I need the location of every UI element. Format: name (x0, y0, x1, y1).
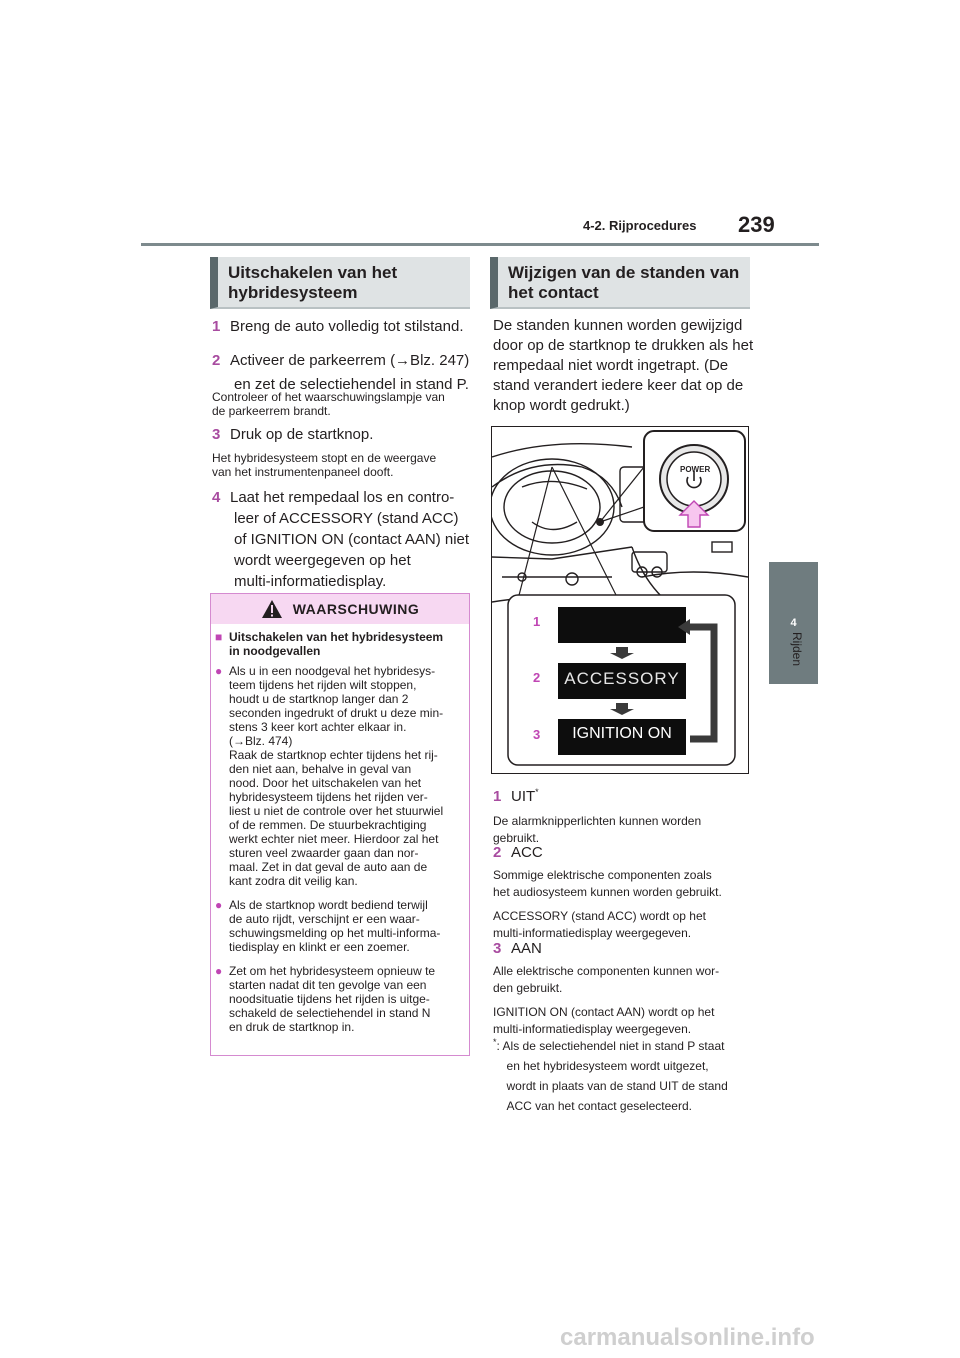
warning-title: WAARSCHUWING (292, 601, 420, 617)
dashboard-illustration (492, 427, 748, 773)
right-heading-line1: Wijzigen van de standen van (508, 263, 740, 282)
b1-line: houdt u de startknop langer dan 2 (229, 692, 409, 706)
b1-line: nood. Door het uitschakelen van het (229, 776, 422, 790)
b1-line: teem tijdens het rijden wilt stoppen, (229, 678, 417, 692)
i3note2-line: multi-informatiedisplay weergegeven. (493, 1022, 692, 1036)
note-1-line1: Controleer of het waarschuwingslampje van (212, 390, 445, 404)
warning-body (211, 624, 469, 1034)
warning-bullet-1 (215, 664, 461, 888)
step-2-line2: en zet de selectiehendel in stand P. (234, 376, 469, 393)
i1note-line: De alarmknipperlichten kunnen worden (493, 814, 702, 828)
item-3-label: AAN (511, 940, 542, 957)
b1-line: (→Blz. 474) (229, 734, 293, 748)
warning-bullet-2-text (229, 898, 440, 954)
step-4-line4: wordt weergegeven op het (234, 552, 411, 569)
i3note2-line: IGNITION ON (contact AAN) wordt op het (493, 1005, 715, 1019)
intro-line: knop wordt gedrukt.) (493, 397, 630, 414)
footnote-line: : Als de selectiehendel niet in stand P staat (496, 1039, 725, 1053)
note-2-line1: Het hybridesysteem stopt en de weergave (212, 451, 437, 465)
item-1-label: UIT (511, 788, 536, 805)
item-2-number: 2 (493, 844, 502, 861)
intro-text (493, 316, 755, 416)
footnote-line: en het hybridesysteem wordt uitgezet, (506, 1059, 709, 1073)
b2-line: de auto rijdt, verschijnt er een waar- (229, 912, 420, 926)
warning-header (211, 594, 469, 624)
circle-bullet-icon: ● (215, 664, 223, 678)
note-2 (212, 451, 474, 479)
step-4-line2: leer of ACCESSORY (stand ACC) (234, 510, 459, 527)
intro-line: door op de startknop te drukken als het (493, 337, 754, 354)
step-4-line3: of IGNITION ON (contact AAN) niet (234, 531, 470, 548)
section-title: 4-2. Rijprocedures (583, 218, 697, 233)
item-1 (493, 782, 755, 847)
warning-bullet-2 (215, 898, 461, 954)
i2note2-line: multi-informatiedisplay weergegeven. (493, 926, 692, 940)
b1-line: kant zodra dit veilig kan. (229, 874, 358, 888)
warning-sub-line1: Uitschakelen van het hybridesysteem (229, 630, 444, 644)
i2note2-line: ACCESSORY (stand ACC) wordt op het (493, 909, 706, 923)
b1-line: seconden ingedrukt of drukt u deze min- (229, 706, 444, 720)
intro-line: De standen kunnen worden gewijzigd (493, 317, 743, 334)
b3-line: Zet om het hybridesysteem opnieuw te (229, 964, 436, 978)
b2-line: Als de startknop wordt bediend terwijl (229, 898, 428, 912)
b2-line: tiedisplay en klinkt er een zoemer. (229, 940, 410, 954)
chapter-number: 4 (790, 617, 797, 629)
right-heading-line2: het contact (508, 283, 599, 302)
warning-bullet-1-text (229, 664, 443, 888)
step-4 (212, 487, 474, 592)
left-heading-line1: Uitschakelen van het (228, 263, 398, 282)
step-3-text: Druk op de startknop. (230, 426, 374, 443)
i2note-line: het audiosysteem kunnen worden gebruikt. (493, 885, 722, 899)
b2-line: schuwingsmelding op het multi-informa- (229, 926, 441, 940)
intro-line: rempedaal niet wordt ingetrapt. (De (493, 357, 729, 374)
figure-label-1: 1 (533, 614, 541, 629)
item-2 (493, 842, 755, 942)
note-1 (212, 390, 474, 418)
b1-line: liest u niet de controle over het stuurwiel (229, 804, 444, 818)
step-4-number: 4 (212, 489, 221, 506)
item-3-number: 3 (493, 940, 502, 957)
b3-line: starten nadat dit ten gevolge van een (229, 978, 427, 992)
b1-line: sturen veel zwaarder gaan dan nor- (229, 846, 419, 860)
item-3 (493, 938, 755, 1038)
header-rule (141, 243, 819, 246)
footnote-asterisk: * (493, 1037, 497, 1047)
watermark: carmanualsonline.info (560, 1324, 815, 1351)
item-2-label: ACC (511, 844, 543, 861)
b1-line: Als u in een noodgeval het hybridesys- (229, 664, 436, 678)
i3note-line: Alle elektrische componenten kunnen wor- (493, 964, 720, 978)
b1-line: stens 3 keer kort achter elkaar in. (229, 720, 407, 734)
step-1-text: Breng de auto volledig tot stilstand. (230, 318, 464, 335)
i2note-line: Sommige elektrische componenten zoals (493, 868, 712, 882)
page-number: 239 (738, 212, 775, 237)
item-1-number: 1 (493, 788, 502, 805)
figure-label-3: 3 (533, 727, 541, 742)
note-1-line2: de parkeerrem brandt. (212, 404, 331, 418)
display-ignition-on: IGNITION ON (572, 725, 672, 742)
b1-line: hybridesysteem tijdens het rijden ver- (229, 790, 428, 804)
figure-label-2: 2 (533, 670, 541, 685)
intro-line: stand verandert iedere keer dat op de (493, 377, 744, 394)
chapter-label: Rijden (790, 632, 804, 667)
i3note-line: den gebruikt. (493, 981, 563, 995)
b1-line: werkt echter niet meer. Hierdoor zal het (229, 832, 439, 846)
right-heading (490, 257, 750, 309)
b3-line: schakeld de selectiehendel in stand N (229, 1006, 431, 1020)
step-1 (212, 316, 472, 337)
warning-subheading (215, 630, 461, 658)
warning-triangle-icon (261, 599, 283, 619)
item-2-note (493, 867, 755, 901)
item-3-note-2 (493, 1004, 755, 1038)
footnote-text (497, 1036, 728, 1116)
item-2-note-2 (493, 908, 755, 942)
footnote-line: wordt in plaats van de stand UIT de stand (506, 1079, 728, 1093)
b1-line: Raak de startknop echter tijdens het rij- (229, 748, 438, 762)
step-1-number: 1 (212, 318, 221, 335)
power-button-label: POWER (680, 465, 711, 474)
warning-bullet-3-text (229, 964, 435, 1034)
b1-line: of de remmen. De stuurbekrachtiging (229, 818, 427, 832)
i1note-line: gebruikt. (493, 831, 540, 845)
circle-bullet-icon: ● (215, 964, 223, 978)
step-3 (212, 424, 474, 445)
step-2-line1: Activeer de parkeerrem (→Blz. 247) (230, 352, 470, 369)
b3-line: noodsituatie tijdens het rijden is uitge- (229, 992, 430, 1006)
step-4-line5: multi-informatiedisplay. (234, 573, 387, 590)
step-2-number: 2 (212, 352, 221, 369)
warning-bullet-3 (215, 964, 461, 1034)
b1-line: den niet aan, behalve in geval van (229, 762, 412, 776)
step-2 (212, 350, 474, 395)
footnote-line: ACC van het contact geselecteerd. (506, 1099, 692, 1113)
left-heading-line2: hybridesysteem (228, 283, 358, 302)
circle-bullet-icon: ● (215, 898, 223, 912)
b1-line: maal. Zet in dat geval de auto aan de (229, 860, 428, 874)
ignition-figure (491, 426, 749, 774)
footnote (493, 1036, 755, 1116)
note-2-line2: van het instrumentenpaneel dooft. (212, 465, 394, 479)
warning-sub-line2: in noodgevallen (229, 644, 321, 658)
b3-line: en druk de startknop in. (229, 1020, 355, 1034)
item-3-note (493, 963, 755, 997)
step-3-number: 3 (212, 426, 221, 443)
left-heading (210, 257, 470, 309)
display-accessory: ACCESSORY (564, 669, 680, 688)
warning-box (210, 593, 470, 1056)
step-4-line1: Laat het rempedaal los en contro- (230, 489, 455, 506)
item-1-asterisk: * (535, 787, 539, 797)
square-bullet-icon: ■ (215, 630, 223, 644)
